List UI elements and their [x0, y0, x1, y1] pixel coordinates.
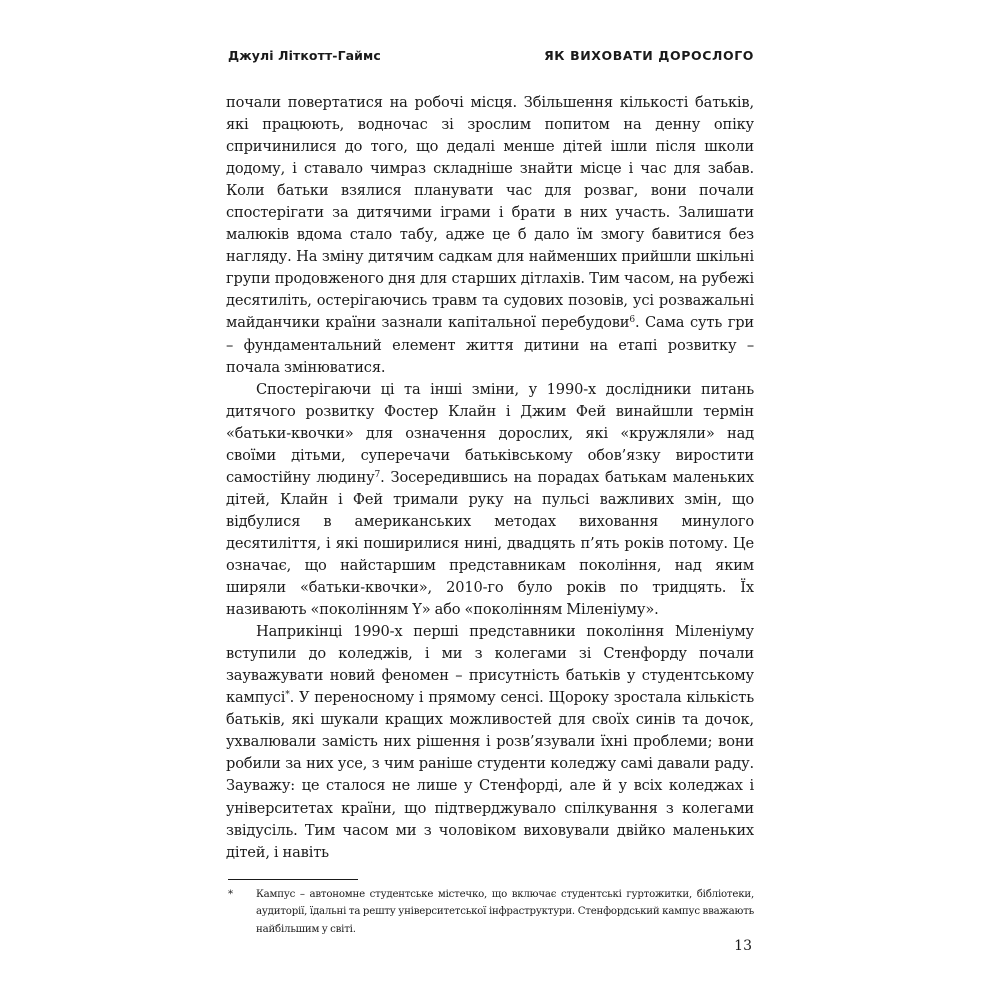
- paragraph-1-text: почали повертатися на робочі місця. Збільшення кількості батьків, які працюють, водночас зі зрослим попитом на денну опіку спричинилися до того, що дедалі менше дітей ішли після школи додому, і ставало чимраз складніше знайти місце і час для забав. Коли батьки взялися планувати час для розваг, вони почали спостерігати за дитячими іграми і брати в них участь. Залишати малюків вдома стало табу, адже це б дало їм змогу бавитися без нагляду. На зміну дитячим садкам для найменших прийшли шкільні групи продовженого дня для старших дітлахів. Тим часом, на рубежі десятиліть, остерігаючись травм та судових позовів, усі розважальні майданчики країни зазнали капітальної перебудови: [226, 94, 754, 332]
- footnote-ref-asterisk: *: [285, 690, 290, 701]
- footnote-ref-7: 7: [374, 469, 381, 480]
- footnote-ref-6: 6: [629, 315, 635, 326]
- paragraph-3-text: Наприкінці 1990-х перші представники покоління Міленіуму вступили до коледжів, і ми з колегами зі Стенфорду почали зауважувати новий феномен – присутність батьків у студентському кампусі: [226, 623, 754, 707]
- paragraph-3: [226, 621, 754, 864]
- paragraph-2-end: . Зосередившись на порадах батькам маленьких дітей, Клайн і Фей тримали руку на пульсі важливих змін, що відбулися в американських методах виховання минулого десятиліття, і які поширилися нині, двадцять п’ять років потому. Це означає, що найстаршим представникам покоління, над яким ширяли «батьки-квочки», 2010-го було років по тридцять. Їх називають «поколінням Y» або «поколінням Міленіуму».: [226, 468, 754, 619]
- paragraph-3-end: . У переносному і прямому сенсі. Щороку зростала кількість батьків, які шукали кращих можливостей для своїх синів та дочок, ухвалювали замість них рішення і розв’язували їхні проблеми; вони робили за них усе, з чим раніше студенти коледжу самі давали раду. Зауважу: це сталося не лише у Стенфорді, але й у всіх коледжах і університетах країни, що підтверджувало спілкування з колегами звідусіль. Тим часом ми з чоловіком виховували двійко маленьких дітей, і навіть: [226, 689, 754, 861]
- footnote-mark: *: [228, 889, 233, 900]
- footnote-divider: [228, 879, 358, 880]
- paragraph-2: [226, 379, 754, 622]
- book-page: [226, 40, 754, 970]
- paragraph-1-end: . Сама суть гри – фундаментальний елемент життя дитини на етапі розвитку – почала змінюватися.: [226, 314, 754, 376]
- footnote-text: Кампус – автономне студентське містечко, що включає студентські гуртожитки, бібліотеки, аудиторії, їдальні та решту університетської інфраструктури. Стенфордський кампус вважають найбільшим у світі.: [256, 889, 754, 935]
- paragraph-1: [226, 92, 754, 379]
- running-header: [226, 48, 754, 70]
- header-author: Джулі Літкотт-Гаймс: [228, 48, 381, 63]
- paragraph-2-text: Спостерігаючи ці та інші зміни, у 1990-х дослідники питань дитячого розвитку Фостер Клайн і Джим Фей винайшли термін «батьки-квочки» для означення дорослих, які «кружляли» над своїми дітьми, суперечачи батьківському обов’язку виростити самостійну людину: [226, 380, 754, 486]
- footnote: [226, 886, 754, 938]
- header-book-title: ЯК ВИХОВАТИ ДОРОСЛОГО: [544, 48, 754, 63]
- page-number: 13: [734, 938, 752, 954]
- main-text: [226, 92, 754, 864]
